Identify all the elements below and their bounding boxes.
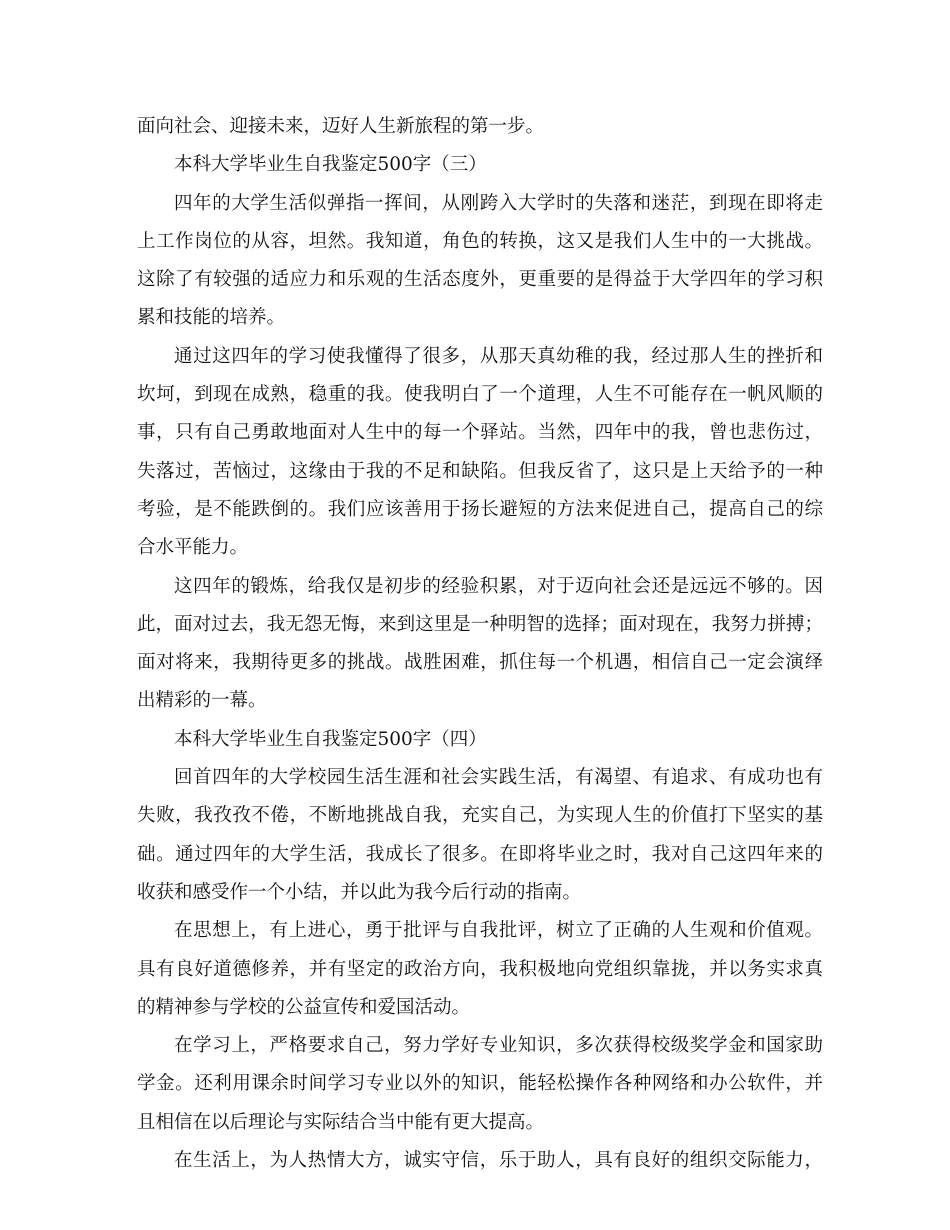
text-line: 在思想上，有上进心，勇于批评与自我批评，树立了正确的人生观和价值观。 — [174, 920, 823, 942]
text-line: 回首四年的大学校园生活生涯和社会实践生活，有渴望、有追求、有成功也有 — [174, 767, 823, 789]
text-line: 此，面对过去，我无怨无悔，来到这里是一种明智的选择；面对现在，我努力拼搏； — [137, 613, 823, 635]
text-line: 础。通过四年的大学生活，我成长了很多。在即将毕业之时，我对自己这四年来的 — [137, 843, 823, 865]
text-line: 具有良好道德修养，并有坚定的政治方向，我积极地向党组织靠拢，并以务实求真 — [137, 958, 823, 980]
document-body — [137, 108, 823, 1180]
text-line: 考验，是不能跌倒的。我们应该善用于扬长避短的方法来促进自己，提高自己的综 — [137, 498, 823, 520]
text-line: 面对将来，我期待更多的挑战。战胜困难，抓住每一个机遇，相信自己一定会演绎 — [137, 652, 823, 674]
text-line: 四年的大学生活似弹指一挥间，从刚跨入大学时的失落和迷茫，到现在即将走 — [174, 192, 823, 214]
text-line: 失败，我孜孜不倦，不断地挑战自我，充实自己，为实现人生的价值打下坚实的基 — [137, 805, 823, 827]
text-line: 失落过，苦恼过，这缘由于我的不足和缺陷。但我反省了，这只是上天给予的一种 — [137, 460, 823, 482]
text-line: 面向社会、迎接未来，迈好人生新旅程的第一步。 — [137, 116, 545, 137]
text-line: 累和技能的培养。 — [137, 307, 286, 329]
text-line: 在生活上，为人热情大方，诚实守信，乐于助人，具有良好的组织交际能力， — [174, 1150, 823, 1172]
text-line: 通过这四年的学习使我懂得了很多，从那天真幼稚的我，经过那人生的挫折和 — [174, 345, 823, 367]
text-line: 收获和感受作一个小结，并以此为我今后行动的指南。 — [137, 881, 582, 903]
text-line: 这四年的锻炼，给我仅是初步的经验积累，对于迈向社会还是远远不够的。因 — [174, 575, 823, 597]
text-line: 在学习上，严格要求自己，努力学好专业知识，多次获得校级奖学金和国家助 — [174, 1035, 823, 1057]
text-line: 这除了有较强的适应力和乐观的生活态度外，更重要的是得益于大学四年的学习积 — [137, 269, 823, 291]
text-line: 且相信在以后理论与实际结合当中能有更大提高。 — [137, 1111, 545, 1133]
text-line: 的精神参与学校的公益宣传和爱国活动。 — [137, 996, 471, 1018]
text-line: 事，只有自己勇敢地面对人生中的每一个驿站。当然，四年中的我，曾也悲伤过， — [137, 422, 823, 444]
text-line: 学金。还利用课余时间学习专业以外的知识，能轻松操作各种网络和办公软件，并 — [137, 1073, 823, 1095]
section-heading: 本科大学毕业生自我鉴定500字（三） — [174, 154, 487, 176]
section-heading: 本科大学毕业生自我鉴定500字（四） — [174, 728, 487, 750]
text-line: 出精彩的一幕。 — [137, 690, 267, 712]
text-line: 合水平能力。 — [137, 537, 249, 559]
text-line: 坎坷，到现在成熟，稳重的我。使我明白了一个道理，人生不可能存在一帆风顺的 — [137, 384, 823, 406]
text-line: 上工作岗位的从容，坦然。我知道，角色的转换，这又是我们人生中的一大挑战。 — [137, 230, 823, 252]
